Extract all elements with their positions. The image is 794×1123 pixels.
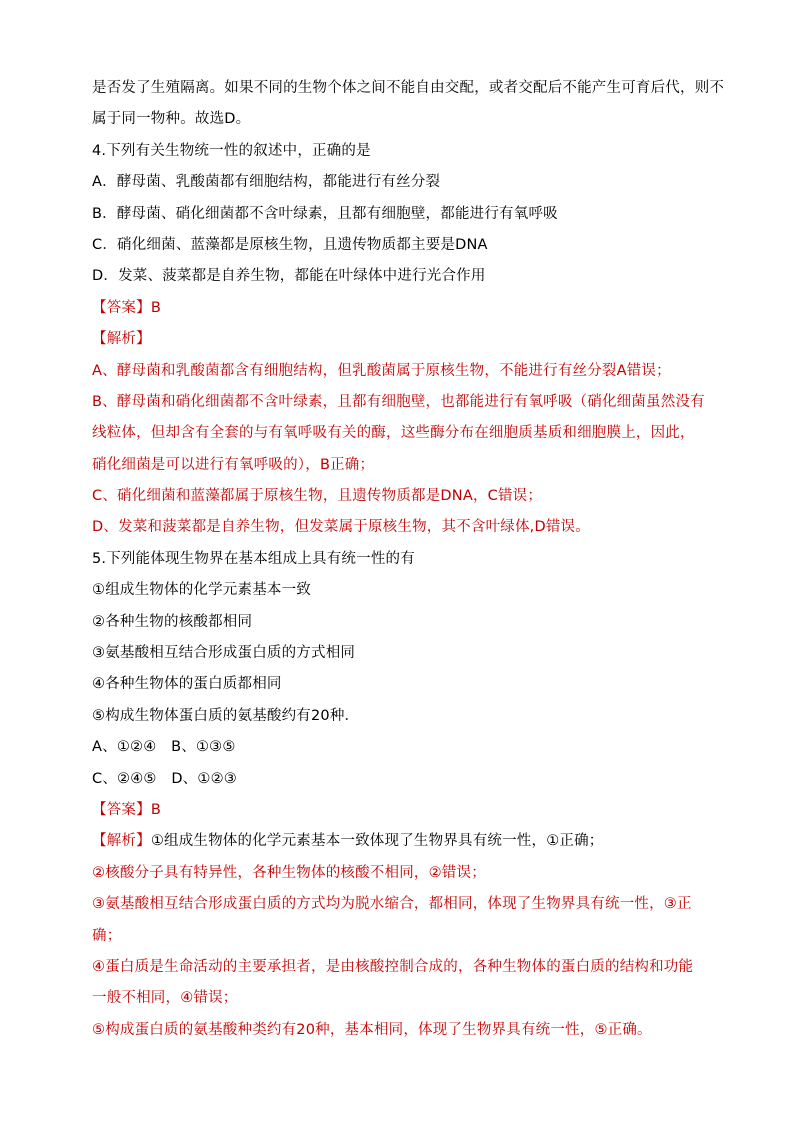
q5-item-3: ③氨基酸相互结合形成蛋白质的方式相同 xyxy=(92,645,356,662)
q5-options-cd: C、②④⑤ D、①②③ xyxy=(92,770,237,787)
q4-answer-value: B xyxy=(150,299,161,316)
q4-analysis-b-3: 硝化细菌是可以进行有氧呼吸的），B正确； xyxy=(92,456,375,473)
q4-analysis-b-1: B、酵母菌和硝化细菌都不含叶绿素，且都有细胞壁，也都能进行有氧呼吸（硝化细菌虽然没有 xyxy=(92,393,705,410)
q5-analysis-line-5: ⑤构成蛋白质的氨基酸种类约有20种，基本相同，体现了生物界具有统一性，⑤正确。 xyxy=(92,1021,652,1038)
q5-item-1: ①组成生物体的化学元素基本一致 xyxy=(92,582,311,599)
q5-analysis-line-3a: ③氨基酸相互结合形成蛋白质的方式均为脱水缩合，都相同，体现了生物界具有统一性，③正 xyxy=(92,896,692,913)
q5-analysis-line-4a: ④蛋白质是生命活动的主要承担者，是由核酸控制合成的，各种生物体的蛋白质的结构和功能 xyxy=(92,958,694,975)
q4-option-a: A．酵母菌、乳酸菌都有细胞结构，都能进行有丝分裂 xyxy=(92,174,441,191)
q5-analysis-line-1 xyxy=(92,826,712,857)
q5-item-2: ②各种生物的核酸都相同 xyxy=(92,613,253,630)
q4-analysis-b-2: 线粒体，但却含有全套的与有氧呼吸有关的酶，这些酶分布在细胞质基质和细胞膜上，因此， xyxy=(92,425,695,442)
q4-analysis-label: 【解析】 xyxy=(92,331,151,348)
continuation-line-2: 属于同一物种。故选D。 xyxy=(92,111,251,128)
q5-analysis-label: 【解析】 xyxy=(92,833,151,850)
q5-answer xyxy=(92,795,712,826)
q5-answer-value: B xyxy=(150,801,161,818)
q4-option-d: D．发菜、菠菜都是自养生物，都能在叶绿体中进行光合作用 xyxy=(92,268,486,285)
q5-analysis-line-3b: 确； xyxy=(92,927,122,944)
q4-answer-label: 【答案】 xyxy=(92,299,151,316)
q5-answer-label: 【答案】 xyxy=(92,801,151,818)
q4-stem: 4.下列有关生物统一性的叙述中，正确的是 xyxy=(92,142,371,159)
document-page xyxy=(92,73,725,1046)
q5-options-ab: A、①②④ B、①③⑤ xyxy=(92,739,236,756)
q5-analysis-first: ①组成生物体的化学元素基本一致体现了生物界具有统一性，①正确； xyxy=(150,833,604,850)
q4-option-b: B．酵母菌、硝化细菌都不含叶绿素，且都有细胞壁，都能进行有氧呼吸 xyxy=(92,205,558,222)
q5-stem: 5.下列能体现生物界在基本组成上具有统一性的有 xyxy=(92,550,415,567)
q5-item-4: ④各种生物体的蛋白质都相同 xyxy=(92,676,282,693)
q5-analysis-line-4b: 一般不相同，④错误； xyxy=(92,990,238,1007)
q4-analysis-a: A、酵母菌和乳酸菌都含有细胞结构，但乳酸菌属于原核生物，不能进行有丝分裂A错误； xyxy=(92,362,671,379)
q5-analysis-line-2: ②核酸分子具有特异性，各种生物体的核酸不相同，②错误； xyxy=(92,864,486,881)
q4-option-c: C．硝化细菌、蓝藻都是原核生物，且遗传物质都主要是DNA xyxy=(92,236,488,253)
q4-analysis-c: C、硝化细菌和蓝藻都属于原核生物，且遗传物质都是DNA，C错误； xyxy=(92,488,543,505)
q4-analysis-d: D、发菜和菠菜都是自养生物，但发菜属于原核生物，其不含叶绿体,D错误。 xyxy=(92,519,590,536)
continuation-line-1: 是否发了生殖隔离。如果不同的生物个体之间不能自由交配，或者交配后不能产生可育后代，则不 xyxy=(92,80,725,96)
q5-item-5: ⑤构成生物体蛋白质的氨基酸约有20种． xyxy=(92,707,360,724)
q4-answer xyxy=(92,293,712,324)
